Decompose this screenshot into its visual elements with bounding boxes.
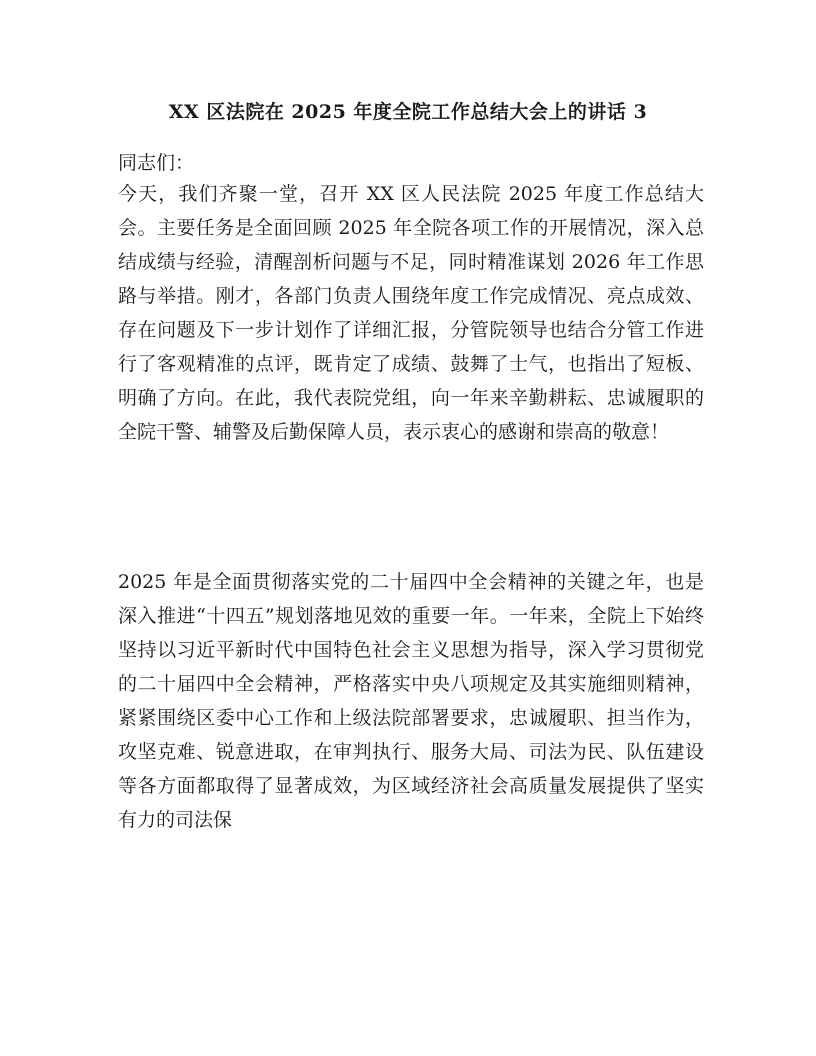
paragraph-opening: 今天，我们齐聚一堂，召开 XX 区人民法院 2025 年度工作总结大会。主要任务是全面回顾 2025 年全院各项工作的开展情况，深入总结成绩与经验，清醒剖析问题与不足，同时精准谋划 2026 年工作思路与举措。刚才，各部门负责人围绕年度工作完成情况、亮点成效、存在问题及下一步计划作了详细汇报，分管院领导也结合分管工作进行了客观精准的点评，既肯定了成绩、鼓舞了士气，也指出了短板、明确了方向。在此，我代表院党组，向一年来辛勤耕耘、忠诚履职的全院干警、辅警及后勤保障人员，表示衷心的感谢和崇高的敬意！ [118, 183, 704, 443]
document-title: XX 区法院在 2025 年度全院工作总结大会上的讲话 3 [168, 101, 648, 123]
salutation: 同志们： [118, 152, 195, 174]
paragraph-review: 2025 年是全面贯彻落实党的二十届四中全会精神的关键之年，也是深入推进“十四五”规划落地见效的重要一年。一年来，全院上下始终坚持以习近平新时代中国特色社会主义思想为指导，深入学习贯彻党的二十届四中全会精神，严格落实中央八项规定及其实施细则精神，紧紧围绕区委中心工作和上级法院部署要求，忠诚履职、担当作为，攻坚克难、锐意进取，在审判执行、服务大局、司法为民、队伍建设等各方面都取得了显著成效，为区域经济社会高质量发展提供了坚实有力的司法保 [118, 571, 704, 831]
